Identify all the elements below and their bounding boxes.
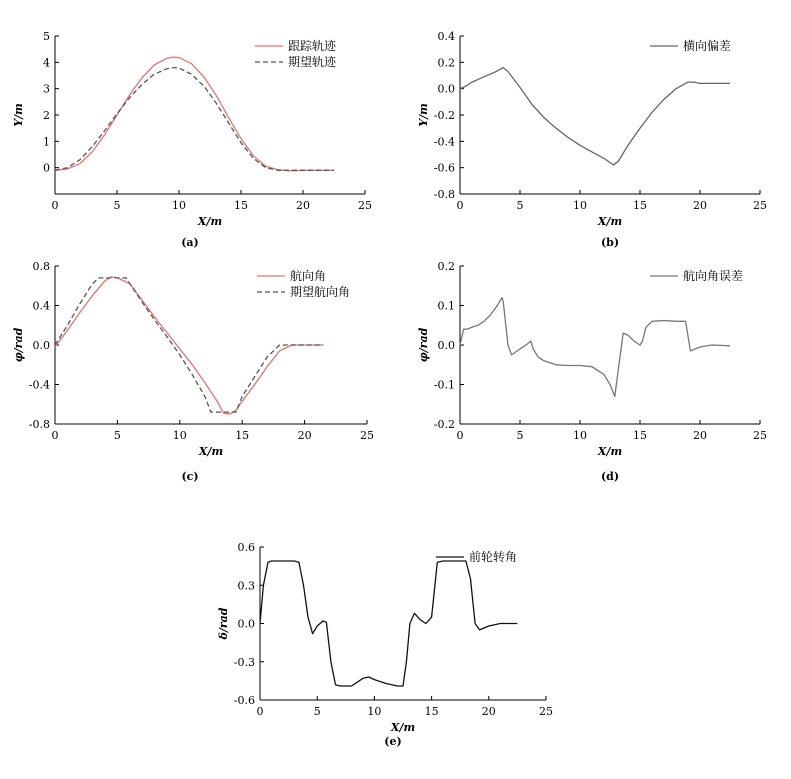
- x-tick-label: 20: [481, 705, 496, 718]
- series-line-1: [460, 298, 730, 397]
- y-tick-label: -0.8: [433, 188, 455, 201]
- x-tick-label: 25: [358, 199, 372, 212]
- chart-panel-3: [12, 260, 374, 483]
- y-tick-label: 0.1: [437, 299, 455, 313]
- x-axis-label: X/m: [597, 445, 623, 458]
- panel-label: (b): [600, 236, 620, 249]
- x-tick-label: 10: [172, 199, 186, 212]
- legend-label: 航向角: [290, 269, 327, 283]
- x-tick-label: 0: [456, 199, 464, 212]
- legend-label: 期望航向角: [290, 285, 351, 299]
- legend-label: 前轮转角: [469, 550, 518, 564]
- y-tick-label: 0.0: [437, 82, 455, 96]
- legend-label: 横向偏差: [683, 39, 732, 53]
- x-tick-label: 15: [235, 429, 250, 442]
- panel-label: (e): [384, 735, 402, 748]
- x-tick-label: 5: [516, 429, 524, 442]
- y-tick-label: 0.2: [437, 260, 455, 273]
- x-tick-label: 25: [360, 429, 374, 442]
- y-tick-label: -0.4: [28, 378, 50, 392]
- legend-label: 航向角误差: [683, 269, 744, 283]
- x-tick-label: 15: [633, 429, 647, 442]
- x-axis-label: X/m: [597, 215, 623, 228]
- series-line-2: [55, 68, 334, 171]
- y-tick-label: -0.6: [433, 161, 455, 175]
- y-tick-label: -0.4: [433, 135, 455, 149]
- legend-label: 跟踪轨迹: [288, 39, 337, 53]
- y-axis-label: φ/rad: [12, 327, 25, 363]
- series-line-1: [55, 57, 334, 171]
- series-line-2: [55, 278, 323, 412]
- y-tick-label: -0.1: [433, 378, 455, 392]
- y-tick-label: -0.2: [433, 418, 455, 431]
- x-tick-label: 10: [367, 705, 382, 718]
- x-tick-label: 20: [693, 199, 707, 212]
- series-line-1: [260, 561, 517, 686]
- x-tick-label: 10: [172, 429, 187, 442]
- x-tick-label: 10: [573, 429, 587, 442]
- y-axis-label: Y/m: [417, 103, 430, 127]
- x-tick-label: 5: [516, 199, 524, 212]
- x-tick-label: 5: [313, 705, 321, 718]
- y-tick-label: -0.8: [28, 418, 50, 431]
- y-tick-label: 0.8: [32, 260, 50, 273]
- x-tick-label: 10: [573, 199, 587, 212]
- x-tick-label: 25: [539, 705, 553, 718]
- y-tick-label: 0.4: [437, 30, 455, 43]
- x-tick-label: 20: [297, 429, 312, 442]
- x-tick-label: 20: [693, 429, 707, 442]
- y-tick-label: 4: [43, 56, 50, 70]
- chart-panel-2: [417, 30, 767, 249]
- x-tick-label: 0: [256, 705, 264, 718]
- panel-label: (c): [181, 470, 199, 483]
- y-tick-label: 0.2: [437, 56, 455, 70]
- y-tick-label: 0.0: [32, 339, 50, 352]
- x-tick-label: 25: [753, 429, 767, 442]
- x-tick-label: 15: [633, 199, 647, 212]
- x-axis-label: X/m: [197, 215, 223, 228]
- chart-panel-1: [12, 30, 372, 249]
- y-axis-label: Y/m: [12, 103, 25, 127]
- y-tick-label: 0.4: [32, 299, 50, 313]
- y-tick-label: 1: [43, 135, 50, 149]
- x-tick-label: 25: [753, 199, 767, 212]
- chart-panel-4: [417, 260, 767, 483]
- y-axis-label: φ/rad: [417, 327, 430, 363]
- panel-label: (a): [181, 236, 199, 249]
- y-tick-label: 0.0: [437, 339, 455, 352]
- y-tick-label: -0.3: [233, 655, 255, 669]
- x-tick-label: 5: [113, 199, 121, 212]
- x-tick-label: 0: [51, 199, 59, 212]
- x-axis-label: X/m: [198, 445, 224, 458]
- panel-label: (d): [600, 470, 620, 483]
- y-tick-label: 0: [43, 161, 50, 175]
- x-axis-label: X/m: [390, 721, 416, 734]
- x-tick-label: 0: [51, 429, 59, 442]
- x-tick-label: 20: [296, 199, 310, 212]
- y-tick-label: 2: [43, 109, 50, 122]
- series-line-1: [460, 68, 730, 165]
- y-tick-label: -0.2: [433, 109, 455, 122]
- y-tick-label: 0.3: [237, 579, 255, 593]
- chart-panel-5: [217, 541, 553, 748]
- y-tick-label: 5: [43, 30, 50, 43]
- legend-label: 期望轨迹: [288, 55, 337, 69]
- x-tick-label: 15: [234, 199, 248, 212]
- y-tick-label: 0.6: [237, 541, 255, 554]
- y-tick-label: 3: [43, 82, 50, 96]
- y-tick-label: 0.0: [237, 617, 255, 631]
- x-tick-label: 0: [456, 429, 464, 442]
- x-tick-label: 5: [113, 429, 121, 442]
- y-axis-label: δ/rad: [217, 607, 230, 640]
- y-tick-label: -0.6: [233, 694, 255, 707]
- x-tick-label: 15: [424, 705, 439, 718]
